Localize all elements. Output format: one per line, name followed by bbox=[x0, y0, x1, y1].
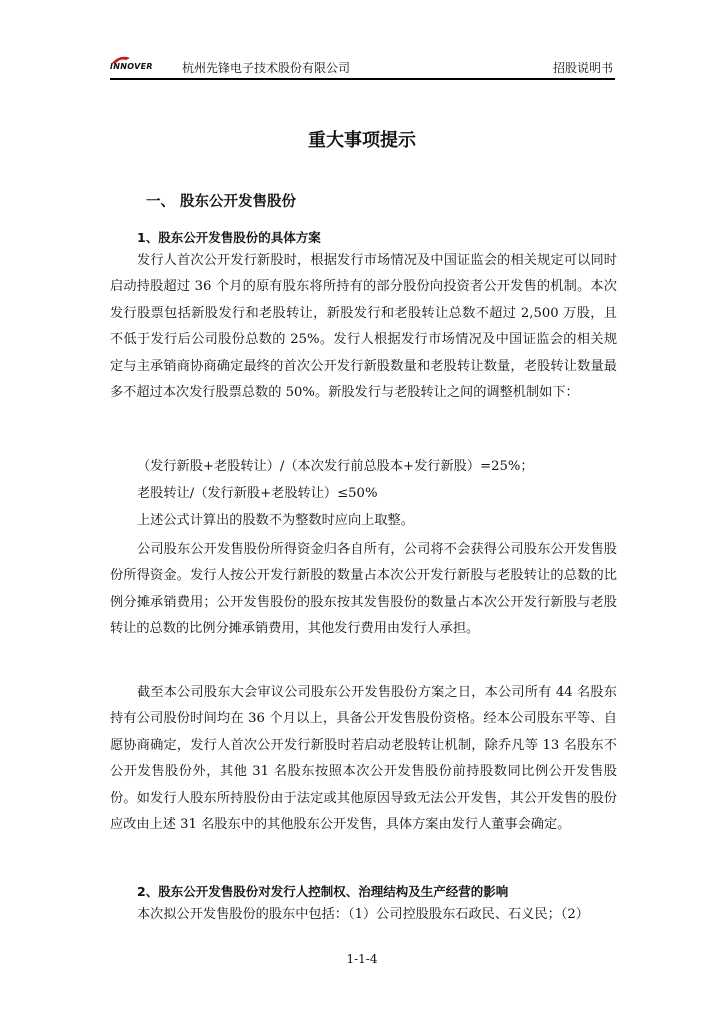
company-logo bbox=[110, 54, 172, 76]
paragraph-offering-plan: 发行人首次公开发行新股时，根据发行市场情况及中国证监会的相关规定可以同时启动持股超过 36 个月的原有股东将所持有的部分股份向投资者公开发售的机制。本次发行股票包括新股发行和老股转让，新股发行和老股转让总数不超过 2,500 万股，且不低于发行后公司股份总数的 25%。发行人根据发行市场情况及中国证监会的相关规定与主承销商协商确定最终的首次公开发行新股数量和老股转让数量，老股转让数量最多不超过本次发行股票总数的 50%。新股发行与老股转让之间的调整机制如下： bbox=[110, 253, 617, 401]
paragraph-eligibility: 截至本公司股东大会审议公司股东公开发售股份方案之日，本公司所有 44 名股东持有公司股份时间均在 36 个月以上，具备公开发售股份资格。经本公司股东平等、自愿协商确定，发行人首次公开发行新股时若启动老股转让机制，除乔凡等 13 名股东不公开发售股份外，其他 31 名股东按照本次公开发售股份前持股数同比例公开发售股份。如发行人股东所持股份由于法定或其他原因导致无法公开发售，其公开发售的股份应改由上述 31 名股东中的其他股东公开发售，具体方案由发行人董事会确定。 bbox=[110, 685, 617, 833]
page-header bbox=[110, 52, 615, 80]
paragraph-selling-shareholders: 本次拟公开发售股份的股东中包括：（1）公司控股股东石政民、石义民；（2） bbox=[137, 907, 589, 922]
document-type: 招股说明书 bbox=[552, 61, 613, 75]
section-heading: 一、 股东公开发售股份 bbox=[146, 194, 297, 210]
formula-2: 老股转让/（发行新股+老股转让）≤50% bbox=[137, 486, 378, 501]
company-name: 杭州先锋电子技术股份有限公司 bbox=[182, 61, 351, 75]
page-title: 重大事项提示 bbox=[308, 130, 416, 151]
logo-text: INNOVER bbox=[110, 62, 153, 71]
page-number: 1-1-4 bbox=[346, 952, 378, 966]
formula-1: （发行新股+老股转让）/（本次发行前总股本+发行新股）=25%； bbox=[137, 459, 534, 474]
formula-3: 上述公式计算出的股数不为整数时应向上取整。 bbox=[137, 513, 414, 528]
subsection-heading-2: 2、股东公开发售股份对发行人控制权、治理结构及生产经营的影响 bbox=[137, 884, 509, 899]
paragraph-proceeds: 公司股东公开发售股份所得资金归各自所有，公司将不会获得公司股东公开发售股份所得资金。发行人按公开发行新股的数量占本次公开发行新股与老股转让的总数的比例分摊承销费用；公开发售股份的股东按其发售股份的数量占本次公开发行新股与老股转让的总数的比例分摊承销费用，其他发行费用由发行人承担。 bbox=[110, 542, 617, 637]
subsection-heading-1: 1、股东公开发售股份的具体方案 bbox=[137, 230, 321, 245]
